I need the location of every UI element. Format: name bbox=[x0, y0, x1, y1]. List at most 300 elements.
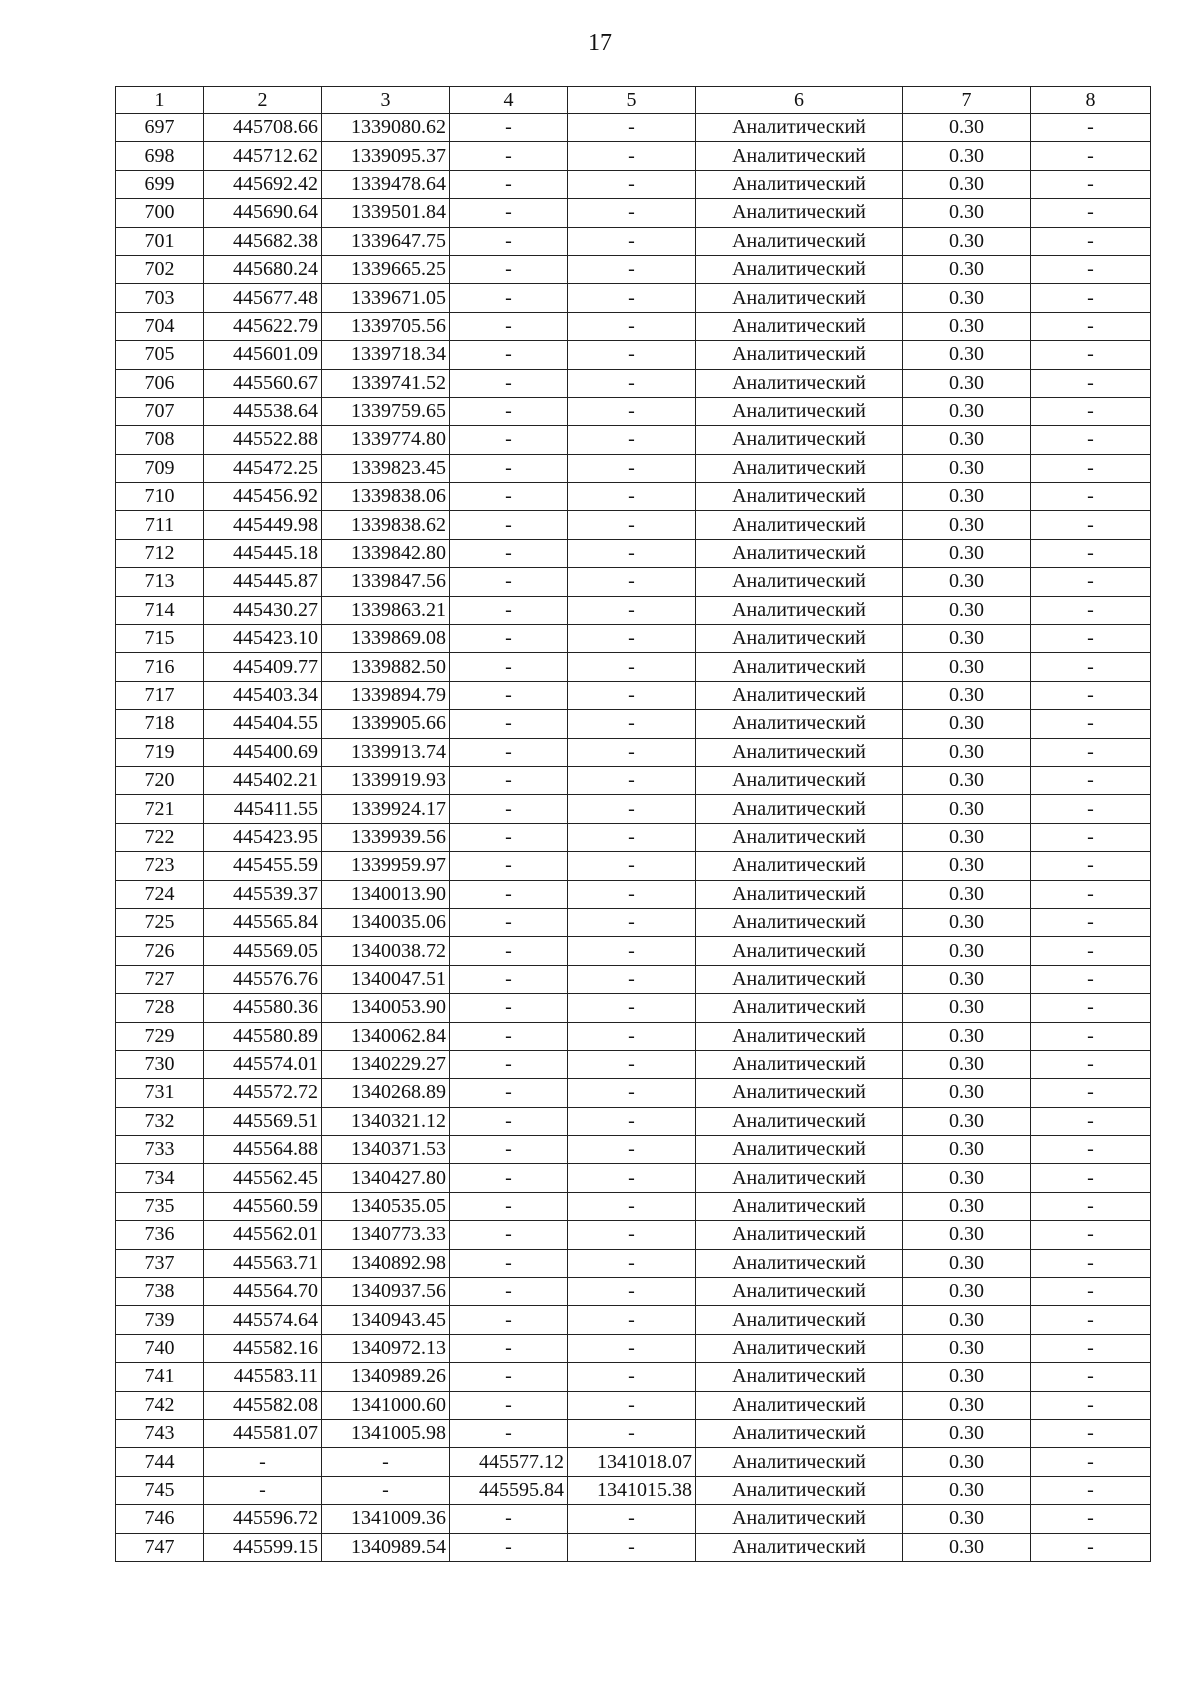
point-number-cell: 718 bbox=[116, 710, 204, 738]
point-number-cell: 713 bbox=[116, 568, 204, 596]
y-coordinate-cell: 1340038.72 bbox=[322, 937, 450, 965]
x-coordinate-cell: 445580.36 bbox=[204, 994, 322, 1022]
table-row bbox=[116, 369, 1151, 397]
table-row bbox=[116, 795, 1151, 823]
y-new-cell: - bbox=[568, 795, 696, 823]
accuracy-cell: 0.30 bbox=[903, 1306, 1031, 1334]
method-cell: Аналитический bbox=[696, 142, 903, 170]
method-cell: Аналитический bbox=[696, 227, 903, 255]
point-number-cell: 723 bbox=[116, 852, 204, 880]
point-number-cell: 741 bbox=[116, 1363, 204, 1391]
note-cell: - bbox=[1031, 1136, 1151, 1164]
x-coordinate-cell: 445680.24 bbox=[204, 255, 322, 283]
table-row bbox=[116, 596, 1151, 624]
y-new-cell: 1341015.38 bbox=[568, 1476, 696, 1504]
accuracy-cell: 0.30 bbox=[903, 880, 1031, 908]
y-new-cell: - bbox=[568, 539, 696, 567]
y-coordinate-cell: 1339501.84 bbox=[322, 199, 450, 227]
method-cell: Аналитический bbox=[696, 681, 903, 709]
y-new-cell: - bbox=[568, 1391, 696, 1419]
table-row bbox=[116, 823, 1151, 851]
x-coordinate-cell: - bbox=[204, 1476, 322, 1504]
y-new-cell: - bbox=[568, 1050, 696, 1078]
accuracy-cell: 0.30 bbox=[903, 1107, 1031, 1135]
table-row bbox=[116, 908, 1151, 936]
note-cell: - bbox=[1031, 965, 1151, 993]
method-cell: Аналитический bbox=[696, 1079, 903, 1107]
point-number-cell: 744 bbox=[116, 1448, 204, 1476]
method-cell: Аналитический bbox=[696, 852, 903, 880]
y-coordinate-cell: 1340053.90 bbox=[322, 994, 450, 1022]
method-cell: Аналитический bbox=[696, 625, 903, 653]
table-row bbox=[116, 1164, 1151, 1192]
method-cell: Аналитический bbox=[696, 397, 903, 425]
x-coordinate-cell: 445522.88 bbox=[204, 426, 322, 454]
note-cell: - bbox=[1031, 1050, 1151, 1078]
accuracy-cell: 0.30 bbox=[903, 312, 1031, 340]
note-cell: - bbox=[1031, 710, 1151, 738]
x-coordinate-cell: 445423.10 bbox=[204, 625, 322, 653]
note-cell: - bbox=[1031, 738, 1151, 766]
accuracy-cell: 0.30 bbox=[903, 199, 1031, 227]
table-row bbox=[116, 880, 1151, 908]
accuracy-cell: 0.30 bbox=[903, 681, 1031, 709]
y-coordinate-cell: 1339882.50 bbox=[322, 653, 450, 681]
method-cell: Аналитический bbox=[696, 795, 903, 823]
note-cell: - bbox=[1031, 312, 1151, 340]
x-new-cell: - bbox=[450, 710, 568, 738]
note-cell: - bbox=[1031, 1221, 1151, 1249]
accuracy-cell: 0.30 bbox=[903, 227, 1031, 255]
accuracy-cell: 0.30 bbox=[903, 1192, 1031, 1220]
note-cell: - bbox=[1031, 1363, 1151, 1391]
x-coordinate-cell: 445622.79 bbox=[204, 312, 322, 340]
table-row bbox=[116, 142, 1151, 170]
point-number-cell: 702 bbox=[116, 255, 204, 283]
note-cell: - bbox=[1031, 908, 1151, 936]
accuracy-cell: 0.30 bbox=[903, 1476, 1031, 1504]
table-row bbox=[116, 1363, 1151, 1391]
x-new-cell: - bbox=[450, 1136, 568, 1164]
method-cell: Аналитический bbox=[696, 1278, 903, 1306]
y-coordinate-cell: 1339478.64 bbox=[322, 170, 450, 198]
method-cell: Аналитический bbox=[696, 1249, 903, 1277]
y-coordinate-cell: 1339838.62 bbox=[322, 511, 450, 539]
x-coordinate-cell: 445404.55 bbox=[204, 710, 322, 738]
method-cell: Аналитический bbox=[696, 596, 903, 624]
coordinates-table bbox=[115, 86, 1151, 1562]
x-new-cell: - bbox=[450, 568, 568, 596]
accuracy-cell: 0.30 bbox=[903, 1448, 1031, 1476]
x-new-cell: - bbox=[450, 795, 568, 823]
point-number-cell: 735 bbox=[116, 1192, 204, 1220]
x-new-cell: - bbox=[450, 426, 568, 454]
x-coordinate-cell: 445456.92 bbox=[204, 483, 322, 511]
y-coordinate-cell: 1339671.05 bbox=[322, 284, 450, 312]
method-cell: Аналитический bbox=[696, 170, 903, 198]
x-coordinate-cell: 445569.05 bbox=[204, 937, 322, 965]
accuracy-cell: 0.30 bbox=[903, 454, 1031, 482]
accuracy-cell: 0.30 bbox=[903, 1391, 1031, 1419]
method-cell: Аналитический bbox=[696, 1533, 903, 1561]
y-coordinate-cell: 1339869.08 bbox=[322, 625, 450, 653]
table-row bbox=[116, 1278, 1151, 1306]
y-new-cell: - bbox=[568, 312, 696, 340]
note-cell: - bbox=[1031, 511, 1151, 539]
x-new-cell: - bbox=[450, 1164, 568, 1192]
y-new-cell: - bbox=[568, 937, 696, 965]
x-coordinate-cell: 445409.77 bbox=[204, 653, 322, 681]
x-new-cell: - bbox=[450, 483, 568, 511]
method-cell: Аналитический bbox=[696, 710, 903, 738]
x-coordinate-cell: 445564.70 bbox=[204, 1278, 322, 1306]
point-number-cell: 699 bbox=[116, 170, 204, 198]
y-coordinate-cell: 1340321.12 bbox=[322, 1107, 450, 1135]
accuracy-cell: 0.30 bbox=[903, 1022, 1031, 1050]
table-row bbox=[116, 1419, 1151, 1447]
y-coordinate-cell: 1340062.84 bbox=[322, 1022, 450, 1050]
y-new-cell: - bbox=[568, 369, 696, 397]
y-new-cell: - bbox=[568, 114, 696, 142]
point-number-cell: 712 bbox=[116, 539, 204, 567]
method-cell: Аналитический bbox=[696, 483, 903, 511]
y-new-cell: - bbox=[568, 227, 696, 255]
note-cell: - bbox=[1031, 596, 1151, 624]
accuracy-cell: 0.30 bbox=[903, 625, 1031, 653]
method-cell: Аналитический bbox=[696, 369, 903, 397]
table-row bbox=[116, 1334, 1151, 1362]
note-cell: - bbox=[1031, 653, 1151, 681]
table-row bbox=[116, 255, 1151, 283]
y-coordinate-cell: 1339741.52 bbox=[322, 369, 450, 397]
y-coordinate-cell: 1339863.21 bbox=[322, 596, 450, 624]
y-coordinate-cell: 1339705.56 bbox=[322, 312, 450, 340]
note-cell: - bbox=[1031, 454, 1151, 482]
column-header: 3 bbox=[322, 87, 450, 114]
note-cell: - bbox=[1031, 568, 1151, 596]
x-new-cell: - bbox=[450, 284, 568, 312]
point-number-cell: 734 bbox=[116, 1164, 204, 1192]
table-body bbox=[116, 114, 1151, 1562]
y-new-cell: - bbox=[568, 1533, 696, 1561]
accuracy-cell: 0.30 bbox=[903, 170, 1031, 198]
y-new-cell: - bbox=[568, 1079, 696, 1107]
table-row bbox=[116, 114, 1151, 142]
accuracy-cell: 0.30 bbox=[903, 965, 1031, 993]
method-cell: Аналитический bbox=[696, 341, 903, 369]
y-new-cell: - bbox=[568, 738, 696, 766]
y-coordinate-cell: 1339959.97 bbox=[322, 852, 450, 880]
table-header-row bbox=[116, 87, 1151, 114]
point-number-cell: 721 bbox=[116, 795, 204, 823]
point-number-cell: 726 bbox=[116, 937, 204, 965]
point-number-cell: 745 bbox=[116, 1476, 204, 1504]
accuracy-cell: 0.30 bbox=[903, 795, 1031, 823]
point-number-cell: 703 bbox=[116, 284, 204, 312]
note-cell: - bbox=[1031, 823, 1151, 851]
method-cell: Аналитический bbox=[696, 908, 903, 936]
accuracy-cell: 0.30 bbox=[903, 1334, 1031, 1362]
note-cell: - bbox=[1031, 284, 1151, 312]
x-new-cell: - bbox=[450, 1249, 568, 1277]
point-number-cell: 747 bbox=[116, 1533, 204, 1561]
point-number-cell: 716 bbox=[116, 653, 204, 681]
y-new-cell: - bbox=[568, 511, 696, 539]
accuracy-cell: 0.30 bbox=[903, 142, 1031, 170]
x-coordinate-cell: 445402.21 bbox=[204, 766, 322, 794]
accuracy-cell: 0.30 bbox=[903, 1419, 1031, 1447]
table-row bbox=[116, 852, 1151, 880]
table-row bbox=[116, 965, 1151, 993]
accuracy-cell: 0.30 bbox=[903, 369, 1031, 397]
accuracy-cell: 0.30 bbox=[903, 738, 1031, 766]
table-row bbox=[116, 568, 1151, 596]
method-cell: Аналитический bbox=[696, 1505, 903, 1533]
accuracy-cell: 0.30 bbox=[903, 511, 1031, 539]
method-cell: Аналитический bbox=[696, 312, 903, 340]
note-cell: - bbox=[1031, 114, 1151, 142]
x-new-cell: - bbox=[450, 738, 568, 766]
table-row bbox=[116, 681, 1151, 709]
point-number-cell: 746 bbox=[116, 1505, 204, 1533]
y-new-cell: - bbox=[568, 852, 696, 880]
method-cell: Аналитический bbox=[696, 823, 903, 851]
note-cell: - bbox=[1031, 1533, 1151, 1561]
x-coordinate-cell: 445708.66 bbox=[204, 114, 322, 142]
x-new-cell: - bbox=[450, 142, 568, 170]
table-row bbox=[116, 1391, 1151, 1419]
x-coordinate-cell: 445682.38 bbox=[204, 227, 322, 255]
x-coordinate-cell: 445455.59 bbox=[204, 852, 322, 880]
note-cell: - bbox=[1031, 795, 1151, 823]
x-coordinate-cell: 445403.34 bbox=[204, 681, 322, 709]
point-number-cell: 738 bbox=[116, 1278, 204, 1306]
method-cell: Аналитический bbox=[696, 1363, 903, 1391]
x-coordinate-cell: 445563.71 bbox=[204, 1249, 322, 1277]
point-number-cell: 736 bbox=[116, 1221, 204, 1249]
x-coordinate-cell: 445569.51 bbox=[204, 1107, 322, 1135]
accuracy-cell: 0.30 bbox=[903, 114, 1031, 142]
point-number-cell: 708 bbox=[116, 426, 204, 454]
y-new-cell: - bbox=[568, 199, 696, 227]
x-new-cell: - bbox=[450, 880, 568, 908]
method-cell: Аналитический bbox=[696, 114, 903, 142]
x-coordinate-cell: 445572.72 bbox=[204, 1079, 322, 1107]
point-number-cell: 742 bbox=[116, 1391, 204, 1419]
y-coordinate-cell: - bbox=[322, 1476, 450, 1504]
accuracy-cell: 0.30 bbox=[903, 908, 1031, 936]
y-coordinate-cell: 1339842.80 bbox=[322, 539, 450, 567]
x-new-cell: - bbox=[450, 341, 568, 369]
table-row bbox=[116, 341, 1151, 369]
x-new-cell: - bbox=[450, 766, 568, 794]
x-coordinate-cell: 445562.01 bbox=[204, 1221, 322, 1249]
method-cell: Аналитический bbox=[696, 511, 903, 539]
y-coordinate-cell: 1341000.60 bbox=[322, 1391, 450, 1419]
accuracy-cell: 0.30 bbox=[903, 255, 1031, 283]
table-row bbox=[116, 227, 1151, 255]
note-cell: - bbox=[1031, 880, 1151, 908]
table-row bbox=[116, 1192, 1151, 1220]
y-coordinate-cell: 1340371.53 bbox=[322, 1136, 450, 1164]
method-cell: Аналитический bbox=[696, 1050, 903, 1078]
accuracy-cell: 0.30 bbox=[903, 852, 1031, 880]
point-number-cell: 701 bbox=[116, 227, 204, 255]
y-new-cell: - bbox=[568, 965, 696, 993]
point-number-cell: 717 bbox=[116, 681, 204, 709]
accuracy-cell: 0.30 bbox=[903, 483, 1031, 511]
point-number-cell: 740 bbox=[116, 1334, 204, 1362]
y-coordinate-cell: - bbox=[322, 1448, 450, 1476]
point-number-cell: 714 bbox=[116, 596, 204, 624]
point-number-cell: 739 bbox=[116, 1306, 204, 1334]
note-cell: - bbox=[1031, 1022, 1151, 1050]
y-coordinate-cell: 1340972.13 bbox=[322, 1334, 450, 1362]
table-row bbox=[116, 539, 1151, 567]
x-new-cell: - bbox=[450, 114, 568, 142]
x-new-cell: - bbox=[450, 1533, 568, 1561]
y-coordinate-cell: 1339924.17 bbox=[322, 795, 450, 823]
point-number-cell: 704 bbox=[116, 312, 204, 340]
method-cell: Аналитический bbox=[696, 1221, 903, 1249]
note-cell: - bbox=[1031, 1476, 1151, 1504]
accuracy-cell: 0.30 bbox=[903, 710, 1031, 738]
x-new-cell: - bbox=[450, 1107, 568, 1135]
y-new-cell: - bbox=[568, 1334, 696, 1362]
note-cell: - bbox=[1031, 937, 1151, 965]
table-row bbox=[116, 199, 1151, 227]
note-cell: - bbox=[1031, 397, 1151, 425]
x-new-cell: - bbox=[450, 653, 568, 681]
table-row bbox=[116, 1476, 1151, 1504]
table-row bbox=[116, 1505, 1151, 1533]
point-number-cell: 720 bbox=[116, 766, 204, 794]
y-coordinate-cell: 1340773.33 bbox=[322, 1221, 450, 1249]
method-cell: Аналитический bbox=[696, 454, 903, 482]
point-number-cell: 715 bbox=[116, 625, 204, 653]
table-row bbox=[116, 937, 1151, 965]
accuracy-cell: 0.30 bbox=[903, 596, 1031, 624]
y-new-cell: - bbox=[568, 1306, 696, 1334]
x-coordinate-cell: 445596.72 bbox=[204, 1505, 322, 1533]
accuracy-cell: 0.30 bbox=[903, 1164, 1031, 1192]
x-new-cell: - bbox=[450, 596, 568, 624]
x-coordinate-cell: 445583.11 bbox=[204, 1363, 322, 1391]
x-coordinate-cell: 445445.87 bbox=[204, 568, 322, 596]
x-new-cell: - bbox=[450, 369, 568, 397]
x-new-cell: - bbox=[450, 1221, 568, 1249]
y-coordinate-cell: 1340535.05 bbox=[322, 1192, 450, 1220]
x-coordinate-cell: 445411.55 bbox=[204, 795, 322, 823]
x-coordinate-cell: 445692.42 bbox=[204, 170, 322, 198]
table-row bbox=[116, 1249, 1151, 1277]
table-row bbox=[116, 738, 1151, 766]
x-new-cell: - bbox=[450, 199, 568, 227]
y-coordinate-cell: 1340937.56 bbox=[322, 1278, 450, 1306]
y-new-cell: - bbox=[568, 823, 696, 851]
x-new-cell: - bbox=[450, 1079, 568, 1107]
x-coordinate-cell: 445580.89 bbox=[204, 1022, 322, 1050]
point-number-cell: 697 bbox=[116, 114, 204, 142]
accuracy-cell: 0.30 bbox=[903, 1136, 1031, 1164]
accuracy-cell: 0.30 bbox=[903, 284, 1031, 312]
method-cell: Аналитический bbox=[696, 880, 903, 908]
method-cell: Аналитический bbox=[696, 568, 903, 596]
y-new-cell: - bbox=[568, 1192, 696, 1220]
point-number-cell: 730 bbox=[116, 1050, 204, 1078]
y-coordinate-cell: 1340989.54 bbox=[322, 1533, 450, 1561]
x-coordinate-cell: 445677.48 bbox=[204, 284, 322, 312]
y-coordinate-cell: 1340989.26 bbox=[322, 1363, 450, 1391]
table-row bbox=[116, 1107, 1151, 1135]
table-row bbox=[116, 426, 1151, 454]
x-coordinate-cell: 445430.27 bbox=[204, 596, 322, 624]
y-coordinate-cell: 1340035.06 bbox=[322, 908, 450, 936]
y-new-cell: - bbox=[568, 170, 696, 198]
method-cell: Аналитический bbox=[696, 965, 903, 993]
y-coordinate-cell: 1339939.56 bbox=[322, 823, 450, 851]
y-new-cell: - bbox=[568, 1505, 696, 1533]
point-number-cell: 706 bbox=[116, 369, 204, 397]
note-cell: - bbox=[1031, 227, 1151, 255]
note-cell: - bbox=[1031, 369, 1151, 397]
y-new-cell: - bbox=[568, 1249, 696, 1277]
y-coordinate-cell: 1339095.37 bbox=[322, 142, 450, 170]
method-cell: Аналитический bbox=[696, 1107, 903, 1135]
point-number-cell: 733 bbox=[116, 1136, 204, 1164]
accuracy-cell: 0.30 bbox=[903, 1079, 1031, 1107]
x-coordinate-cell: 445562.45 bbox=[204, 1164, 322, 1192]
x-new-cell: - bbox=[450, 1419, 568, 1447]
column-header: 1 bbox=[116, 87, 204, 114]
x-coordinate-cell: 445690.64 bbox=[204, 199, 322, 227]
x-coordinate-cell: - bbox=[204, 1448, 322, 1476]
x-coordinate-cell: 445423.95 bbox=[204, 823, 322, 851]
y-new-cell: - bbox=[568, 454, 696, 482]
x-coordinate-cell: 445445.18 bbox=[204, 539, 322, 567]
y-coordinate-cell: 1339847.56 bbox=[322, 568, 450, 596]
y-new-cell: - bbox=[568, 1419, 696, 1447]
point-number-cell: 709 bbox=[116, 454, 204, 482]
accuracy-cell: 0.30 bbox=[903, 1533, 1031, 1561]
y-new-cell: - bbox=[568, 483, 696, 511]
note-cell: - bbox=[1031, 1278, 1151, 1306]
y-coordinate-cell: 1340268.89 bbox=[322, 1079, 450, 1107]
y-new-cell: 1341018.07 bbox=[568, 1448, 696, 1476]
x-coordinate-cell: 445400.69 bbox=[204, 738, 322, 766]
method-cell: Аналитический bbox=[696, 766, 903, 794]
table-row bbox=[116, 625, 1151, 653]
table-row bbox=[116, 1022, 1151, 1050]
column-header: 4 bbox=[450, 87, 568, 114]
note-cell: - bbox=[1031, 1334, 1151, 1362]
column-header: 5 bbox=[568, 87, 696, 114]
x-coordinate-cell: 445564.88 bbox=[204, 1136, 322, 1164]
method-cell: Аналитический bbox=[696, 255, 903, 283]
x-new-cell: - bbox=[450, 852, 568, 880]
note-cell: - bbox=[1031, 255, 1151, 283]
accuracy-cell: 0.30 bbox=[903, 1050, 1031, 1078]
x-new-cell: - bbox=[450, 539, 568, 567]
method-cell: Аналитический bbox=[696, 937, 903, 965]
method-cell: Аналитический bbox=[696, 539, 903, 567]
point-number-cell: 725 bbox=[116, 908, 204, 936]
accuracy-cell: 0.30 bbox=[903, 1249, 1031, 1277]
table-row bbox=[116, 994, 1151, 1022]
accuracy-cell: 0.30 bbox=[903, 341, 1031, 369]
column-header: 7 bbox=[903, 87, 1031, 114]
note-cell: - bbox=[1031, 852, 1151, 880]
